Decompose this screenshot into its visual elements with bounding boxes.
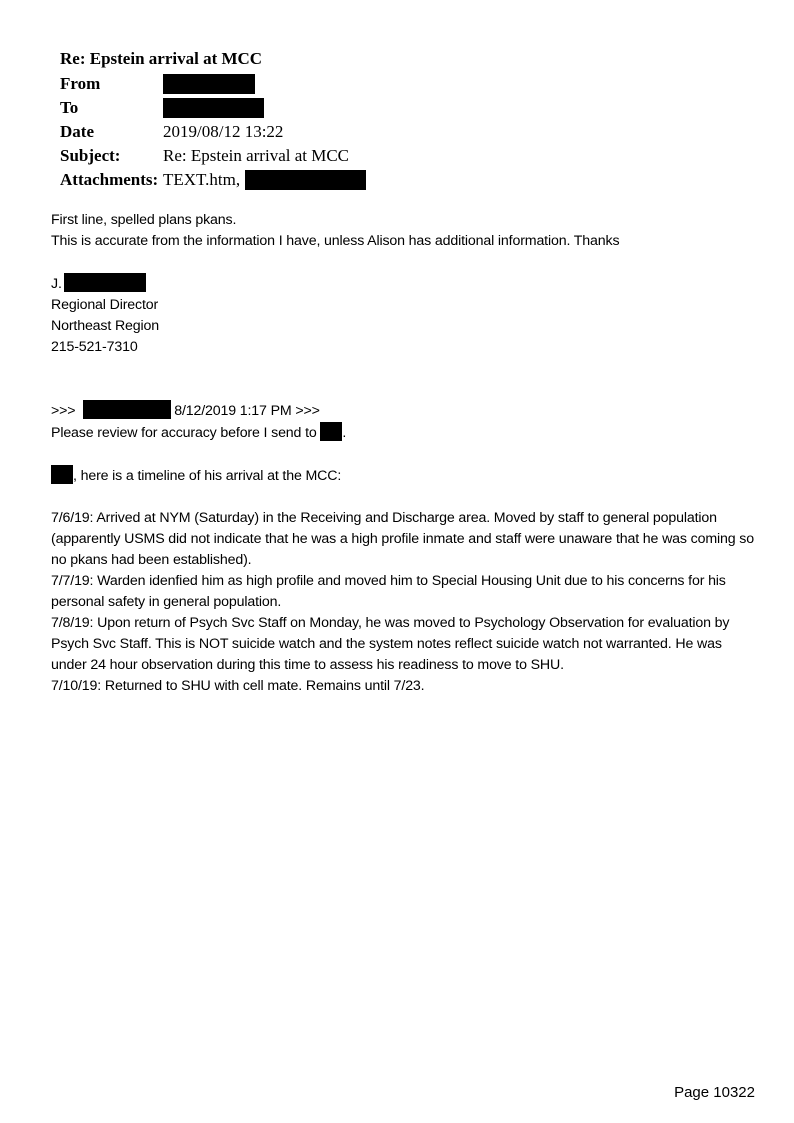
quote-date: 8/12/2019 1:17 PM >>> (174, 403, 320, 419)
signature-title: Regional Director (51, 297, 159, 313)
date-label: Date (60, 122, 94, 141)
page-number: Page 10322 (674, 1084, 755, 1101)
email-header (60, 48, 366, 192)
attachments-label: Attachments: (60, 170, 159, 189)
signature-redaction (64, 273, 146, 292)
review-end: . (342, 425, 347, 441)
date-value: 2019/08/12 13:22 (163, 122, 284, 141)
timeline-intro: , here is a timeline of his arrival at the MCC: (73, 468, 342, 484)
signature-phone: 215-521-7310 (51, 339, 138, 355)
recipient-redaction (51, 465, 73, 484)
signature-name (51, 273, 761, 295)
body-line-1: First line, spelled plans pkans. (51, 212, 237, 228)
attachments-value: TEXT.htm, (163, 170, 241, 189)
timeline-entry: 7/8/19: Upon return of Psych Svc Staff on Monday, he was moved to Psychology Observation for evaluation by Psych Svc Staff. This is NOT suicide watch and the system notes reflect suicide watch not warranted. He was under 24 hour observation during this time to assess his readiness to move to SHU. (51, 615, 730, 673)
review-redaction (320, 422, 342, 441)
timeline-entry: 7/10/19: Returned to SHU with cell mate. Remains until 7/23. (51, 678, 425, 694)
attachments-row (60, 168, 366, 192)
subject-label: Subject: (60, 146, 121, 165)
attachment-redaction (245, 170, 366, 190)
review-line (51, 422, 761, 444)
to-row (60, 96, 366, 120)
subject-value: Re: Epstein arrival at MCC (163, 146, 350, 165)
from-redaction (163, 74, 255, 94)
date-row (60, 120, 366, 144)
timeline-entry: 7/7/19: Warden idenfied him as high profile and moved him to Special Housing Unit due to his concerns for his personal safety in general population. (51, 573, 726, 610)
email-body (51, 210, 761, 697)
email-title: Re: Epstein arrival at MCC (60, 49, 263, 68)
quote-prefix: >>> (51, 403, 76, 419)
signature-region: Northeast Region (51, 318, 160, 334)
from-label: From (60, 74, 101, 93)
quote-header (51, 400, 761, 422)
quote-sender-redaction (83, 400, 171, 419)
body-line-2: This is accurate from the information I have, unless Alison has additional information. Thanks (51, 233, 620, 249)
timeline-intro-line (51, 465, 761, 487)
timeline-entry: 7/6/19: Arrived at NYM (Saturday) in the Receiving and Discharge area. Moved by staff to general population (apparently USMS did not indicate that he was a high profile inmate and staff were unaware that he was coming so no pkans had been established). (51, 510, 754, 568)
subject-row (60, 144, 366, 168)
review-text: Please review for accuracy before I send to (51, 425, 317, 441)
from-row (60, 72, 366, 96)
signature-initial: J. (51, 276, 62, 292)
to-label: To (60, 98, 79, 117)
to-redaction (163, 98, 264, 118)
